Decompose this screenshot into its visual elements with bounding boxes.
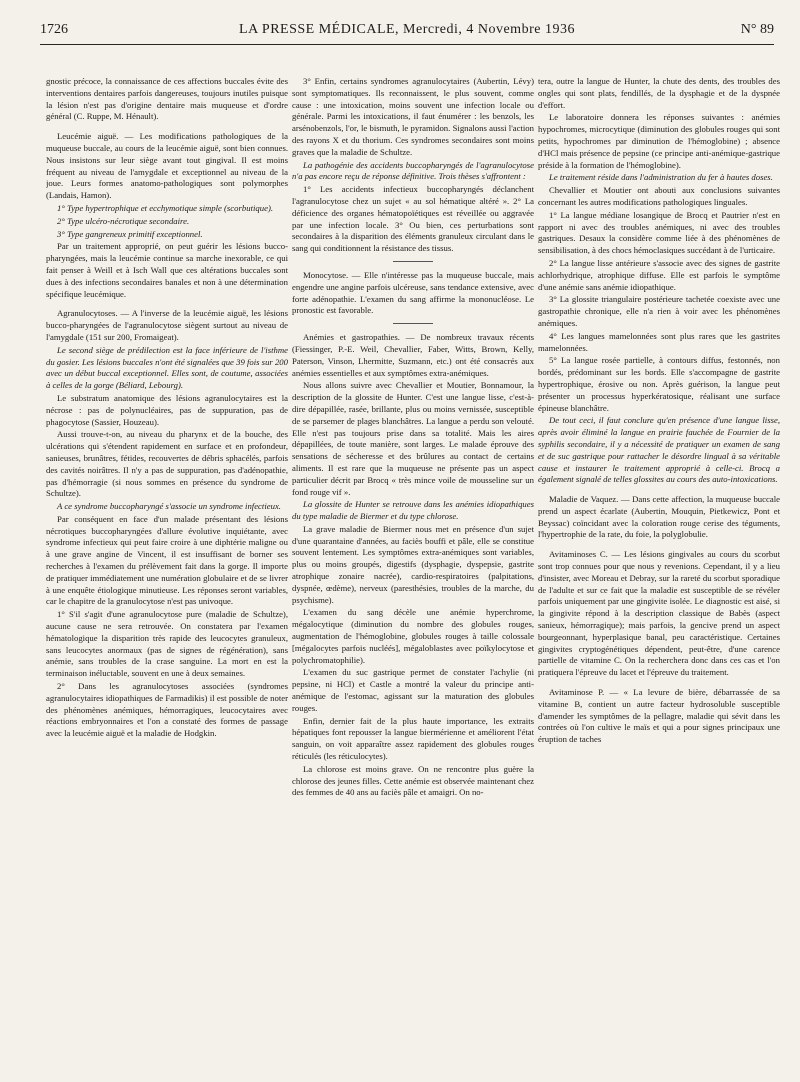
paragraph: Par un traitement approprié, on peut guérir les lésions bucco-pharyngées, mais la leucémie continue sa marche inexorable, ce qui fait penser à Weill et à Isch Wall que ces altérations buccales sont dues à des infections secondaires banales et non à une détermination spécifique leucémique. [46,241,288,299]
list-item: 1° La langue médiane losangique de Brocq et Pautrier n'est en rapport ni avec des troubles anémiques, ni avec des troubles gastriques. Desaux la considère comme liée à des phénomènes de sensibilisation, à des chocs hémoclasiques succédant à de l'urticaire. [538,209,780,256]
paragraph: La chlorose est moins grave. On ne rencontre plus guère la chlorose des jeunes filles. Cette anémie est observée maintenant chez des femmes de 40 ans au faciès pâle et amaigri. On no- [292,763,534,798]
list-item: 2° Type ulcéro-nécrotique secondaire. [57,215,190,226]
list-item: 5° La langue rosée partielle, à contours diffus, festonnés, non bordés, prédominant sur les bords. Elle s'accompagne de gastrite hypertrophique, érosive ou non. Après guérison, la langue peut présenter un processus hyperkératosique, réalisant une surface épineuse blanchâtre. [538,355,780,413]
list-item: 2° La langue lisse antérieure s'associe avec des signes de gastrite achlorhydrique, atrophique diffuse. Elle est parfois le symptôme d'une anémie sans anémie idiopathique. [538,257,780,292]
paragraph: L'examen du suc gastrique permet de constater l'achylie (ni pepsine, ni HCl) et Castle a montré la valeur du principe anti-anémique de l'estomac, agissant sur la maturation des globules rouges. [292,667,534,713]
paragraph: A ce syndrome buccopharyngé s'associe un syndrome infectieux. [57,501,281,512]
list-item: 3° La glossite triangulaire postérieure tachetée coexiste avec une gastropathie chronique, elle n'a rien à voir avec les phénomènes anémiques. [538,294,780,328]
paragraph: 2° Dans les agranulocytoses associées (syndromes agranulocytaires idiopathiques de Farmadikis) il est possible de noter des phénomènes anémiques, hémorragiques, leucocytaires avec réactions embryonnaires et l'on a constaté des formes de passage avec la leucémie aiguë et la maladie de Hodgkin. [46,681,288,739]
paragraph: Par conséquent en face d'un malade présentant des lésions nécrotiques buccopharyngées d'allure évolutive inquiétante, avec syndrome infectieux qui peut faire croire à une diphtérie maligne ou à une grave angine de Vincent, il est insuffisant de borner ses recherches à l'examen du prélèvement fait dans la gorge. Il importe de pratiquer immédiatement une numération globulaire et de se livrer à une enquête étiologique minutieuse. Les réponses seront variables, car le chapitre de la granulocytose n'est pas univoque. [46,513,288,607]
section-vaquez: Maladie de Vaquez. — Dans cette affection, la muqueuse buccale prend un aspect écarlate (Aubertin, Mouquin, Pietkewicz, Pont et Beyssac) coïncidant avec la coloration rouge cerise des téguments, l'hypertrophie de la rate, du foie, la polyglobulie. [538,494,780,540]
paragraph: Le traitement réside dans l'administration du fer à hautes doses. [549,172,773,183]
list-item: 1° Type hypertrophique et ecchymotique simple (scorbutique). [57,202,274,213]
paragraph: L'examen du sang décèle une anémie hyperchrome, mégalocytique (diminution du nombre des globules rouges, augmentation de l'hémoglobine, globules rouges à taille colossale [mégalocytes parfois nucléés], mégaloblastes avec poïkylocytose et polychromatophilie). [292,607,534,665]
paragraph: Le second siège de prédilection est la face inférieure de l'isthme du gosier. Les lésions buccales n'ont été signalées que 39 fois sur 200 avec un début buccal exceptionnel. Elles sont, de coutume, associées à celles de la gorge (Béliard, Lebourg). [46,344,288,391]
section-agranulocytoses: Agranulocytoses. — A l'inverse de la leucémie aiguë, les lésions bucco-pharyngées de l'agranulocytose siègent surtout au niveau de l'amygdale (151 sur 200, Fromaigeat). [46,308,288,342]
paragraph: 1° S'il s'agit d'une agranulocytose pure (maladie de Schultze), aucune cause ne sera retrouvée. On constatera par l'examen hématologique la disparition très rapide des leucocytes granuleux, sans leucocytes anormaux (pas de signes de régénération), sans anémie, sans troubles de la crase sanguine. La mort en est la terminaison inéluctable, souvent en une à deux semaines. [46,609,288,679]
column-3 [538,76,780,1076]
column-1 [46,76,288,1076]
divider [393,261,433,262]
paragraph: 3° Enfin, certains syndromes agranulocytaires (Aubertin, Lévy) sont symptomatiques. Ils reconnaissent, le plus souvent, comme cause : une intoxication, moins souvent une infection locale ou générale. Parmi les intoxications, il faut énumérer : les benzols, les arsénobenzols, l'or, le bismuth, le pyramidon. Signalons aussi l'action des rayons X et du thorium. Ces syndromes secondaires sont moins graves que la maladie de Schultze. [292,76,534,157]
paragraph: tera, outre la langue de Hunter, la chute des dents, des troubles des ongles qui sont plats, fendillés, de la dysphagie et de la dyspnée d'effort. [538,76,780,110]
divider [393,323,433,324]
section-monocytose: Monocytose. — Elle n'intéresse pas la muqueuse buccale, mais engendre une angine parfois ulcéreuse, sans tendance extensive, avec forte adénopathie. L'examen du sang affirme la mononucléose. Le pronostic est favorable. [292,269,534,316]
journal-title: LA PRESSE MÉDICALE, Mercredi, 4 Novembre 1936 [239,22,575,37]
paragraph: La grave maladie de Biermer nous met en présence d'un sujet d'une quarantaine d'années, au faciès bouffi et pâle, elle se constitue souvent lentement. Les symptômes extra-anémiques sont variables, plus ou moins groupés, digestifs (dysphagie, dyspepsie, gastrite atrophique zonaire nacrée), cardio-respiratoires (palpitations, dyspnée, œdème), nerveux (paresthésies, troubles de la marche, du psychisme). [292,523,534,605]
page-number: 1726 [40,22,68,37]
paragraph: Chevallier et Moutier ont abouti aux conclusions suivantes concernant les autres modifications pathologiques linguales. [538,185,780,207]
paragraph: Le laboratoire donnera les réponses suivantes : anémies hypochromes, microcytique (diminution des globules rouges qui sont petits, hypochromes par diminution de l'hémoglobine) ; absence d'HCl mais présence de pepsine (ce principe anti-anémique-gastrique préside à la formation de l'hémoglobine). [538,112,780,170]
section-avitaminoses-c: Avitaminoses C. — Les lésions gingivales au cours du scorbut sont trop connues pour que nous y revenions. Cependant, il y a lieu d'insister, avec Moreau et Debray, sur la rareté du scorbut sporadique de l'adulte et sur ce fait que la maladie est susceptible de se révéler parfois uniquement par une gingivite isolée. Le diagnostic est aisé, si la gingivite répond à la description classique de Babès (aspect sanieux, hémorragique); mais parfois, la gencive prend un aspect bourgeonnant, hyperplasique banal, peu caractéristique. Certaines gingivites cryptogénétiques dépendent, peut-être, d'une carence partielle de vitamine C. On la recherchera donc dans ces cas et l'on pratiquera l'épreuve du lacet et l'épreuve du traitement. [538,549,780,678]
paragraph: gnostic précoce, la connaissance de ces affections buccales évite des interventions dentaires parfois dangereuses, toujours inutiles puisque la lésion n'est pas d'origine dentaire mais muqueuse et d'ordre général (C. Ruppe, M. Hénault). [46,76,288,122]
section-anemies: Anémies et gastropathies. — De nombreux travaux récents (Fiessinger, P.-E. Weil, Chevallier, Faber, Witts, Brown, Kelly, Paterson, Vinson, Lhermitte, Suzmann, etc.) ont été consacrés aux anémies essentielles et aux symptômes extra-anémiques. [292,332,534,378]
paragraph: Nous allons suivre avec Chevallier et Moutier, Bonnamour, la description de la glossite de Hunter. C'est une langue lisse, c'est-à-dire dépapillée, rasée, brillante, plus ou moins vernissée, susceptible de se parsemer de plages blanchâtres. La langue a perdu son velouté. Elle n'est pas toujours prise dans sa totalité. Mais les aires dépapillées, de toute manière, sont larges. Le malade éprouve des sensations de sécheresse et des brûlures au contact de certains aliments. Il est rare que la muqueuse ne présente pas un aspect particulier décrit par Brocq « très mince voile de mousseline sur un fond rouge vif ». [292,380,534,497]
paragraph: 1° Les accidents infectieux buccopharyngés déclanchent l'agranulocytose chez un sujet « au sol hématique altéré ». 2° La déficience des organes hématopoïétiques est réveillée ou aggravée par une infection locale. 3° Ou bien, ces perturbations sont secondaires à la disparition des éléments granuleux circulant dans le sang qui conditionnent la résistance des tissus. [292,184,534,254]
paragraph: La pathogénie des accidents buccopharyngés de l'agranulocytose n'a pas encore reçu de réponse définitive. Trois thèses s'affrontent : [292,159,534,182]
paragraph: Le substratum anatomique des lésions agranulocytaires est la nécrose : pas de polynucléaires, pas de suppuration, pas de phagocytose (Sassier, Houzeau). [46,392,288,427]
issue-number: N° 89 [740,22,774,37]
column-2 [292,76,534,1076]
section-leucemie: Leucémie aiguë. — Les modifications pathologiques de la muqueuse buccale, au cours de la leucémie aiguë, sont bien connues. Nous insistons sur leur siège avant tout gingival. Il est moins fréquent au niveau de l'amygdale et exceptionnel au niveau de la joue. Leurs formes anatomo-pathologiques sont polymorphes (Landais, Hamon). [46,131,288,201]
list-item: 4° Les langues mamelonnées sont plus rares que les gastrites mamelonnées. [538,330,780,353]
list-item: 3° Type gangreneux primitif exceptionnel. [57,228,203,239]
page-header [40,20,774,45]
paragraph: Enfin, dernier fait de la plus haute importance, les extraits hépatiques font repousser la langue biermérienne et améliorent l'état sanguin, on voit apparaître assez rapidement des globules rouges réticulés (les réticulocytes). [292,715,534,762]
paragraph: Aussi trouve-t-on, au niveau du pharynx et de la bouche, des ulcérations qui s'étendent rapidement en surface et en profondeur, sanieuses, brunâtres, fétides, recouvertes de débris sphacélés, parfois des cavités noirâtres. Il n'y a pas de suppuration, pas d'adénopathie, pas d'hémorragie (si nous sommes en présence du syndrome de Schultze). [46,429,288,499]
paragraph: De tout ceci, il faut conclure qu'en présence d'une langue lisse, après avoir éliminé la langue en prairie fauchée de Fournier de la syphilis secondaire, il y a nécessité de pratiquer un examen de sang et de suc gastrique pour rattacher le désordre lingual à sa véritable cause et instaurer le traitement approprié à celle-ci. Brocq a également signalé de telles glossites au cours des auto-intoxications. [538,415,780,485]
paragraph: La glossite de Hunter se retrouve dans les anémies idiopathiques du type maladie de Biermer et du type chlorose. [292,499,534,522]
section-avitaminose-p: Avitaminose P. — « La levure de bière, débarrassée de sa vitamine B, contient un autre facteur hydrosoluble susceptible d'amender les symptômes de la pellagre, maladie qui sévit dans les contrées où l'on cultive le maïs et qui a pour signes principaux une éruption de taches [538,687,780,745]
